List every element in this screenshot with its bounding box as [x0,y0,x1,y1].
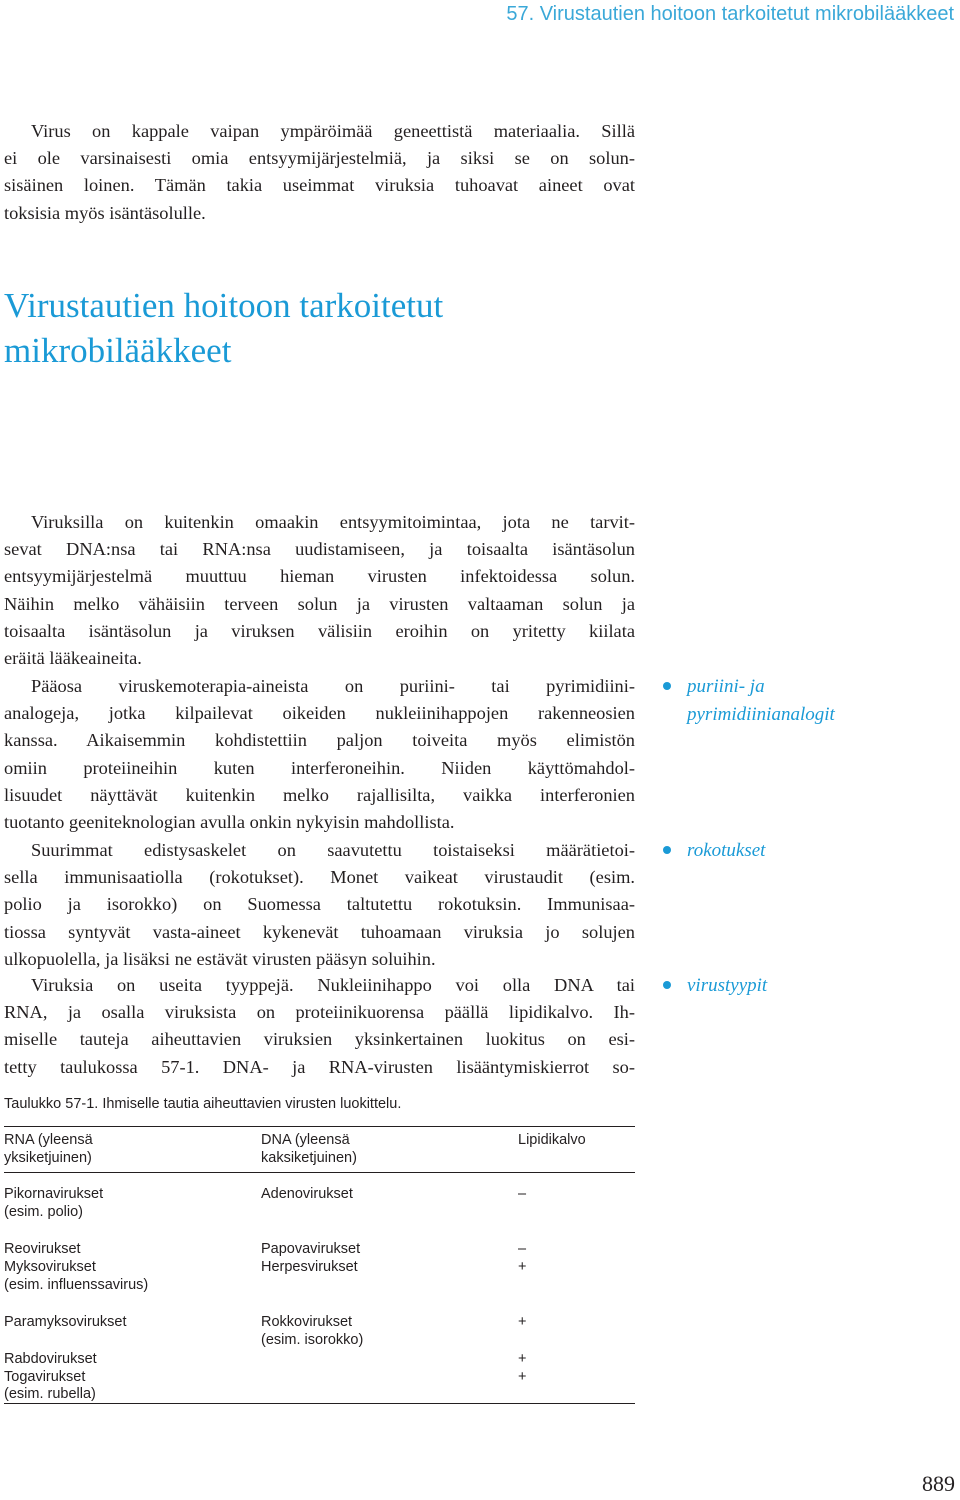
table-cell-lipid: + [518,1369,527,1385]
table-cell-lipid: + [518,1314,527,1330]
text-line: omiin proteiineihin kuten interferoneihin. Niiden käyttömahdol- [4,757,635,778]
text-line: tiossa syntyvät vasta-aineet kykenevät tuhoamaan viruksia jo solujen [4,921,635,942]
text-line: polio ja isorokko) on Suomessa taltutettu rokotuksin. Immunisaa- [4,894,635,915]
table-cell-dna: (esim. isorokko) [261,1332,364,1348]
text-line: toksisia myös isäntäsolulle. [4,202,206,223]
margin-note-text: virustyypit [687,975,768,996]
margin-note-text: puriini- ja [687,676,765,697]
table-cell-lipid: + [518,1259,527,1275]
header-dna [261,1131,357,1167]
text-line: miselle tauteja aiheuttavien viruksien yksinkertainen luokitus on esi- [4,1029,635,1050]
body-paragraph [4,673,635,836]
body-paragraph [4,509,635,672]
table-cell-rna: Myksovirukset [4,1259,96,1275]
text-line: Suurimmat edistysaskelet on saavutettu toistaiseksi määrätietoi- [31,840,635,860]
text-line: Viruksia on useita tyyppejä. Nukleiinihappo voi olla DNA tai [31,975,635,995]
text-line: sisäinen loinen. Tämän takia useimmat viruksia tuhoavat aineet ovat [4,175,635,196]
table-cell-rna: (esim. influenssavirus) [4,1277,149,1293]
text-line: eräitä lääkeaineita. [4,648,142,669]
text-line: ulkopuolella, ja lisäksi ne estävät virusten pääsyn soluihin. [4,948,436,969]
body-paragraph [4,972,635,1081]
table-rule [4,1172,635,1173]
body-paragraph [4,118,635,227]
text-line: Pääosa viruskemoterapia-aineista on puriini- tai pyrimidiini- [31,676,635,696]
header-line: RNA (yleensä [4,1132,93,1148]
text-line: ei ole varsinaisesti omia entsyymijärjestelmiä, ja siksi se on solun- [4,148,635,169]
header-line: yksiketjuinen) [4,1150,92,1166]
bullet-icon [663,682,671,690]
text-line: tetty taulukossa 57-1. DNA- ja RNA-virusten lisääntymiskierrot so- [4,1056,635,1077]
table-cell-lipid: – [518,1186,527,1202]
margin-note-text: rokotukset [687,840,766,861]
text-line: sella immunisaatiolla (rokotukset). Monet vaikeat virustaudit (esim. [4,867,635,888]
table-rule [4,1126,635,1127]
running-head: 57. Virustautien hoitoon tarkoitetut mikrobilääkkeet [506,3,954,25]
page-number: 889 [922,1471,955,1496]
margin-note [663,972,943,1000]
header-line: kaksiketjuinen) [261,1150,357,1166]
table-cell-lipid: – [518,1241,527,1257]
text-line: sevat DNA:nsa tai RNA:nsa uudistamiseen, ja toisaalta isäntäsolun [4,539,635,560]
table-caption: Taulukko 57-1. Ihmiselle tautia aiheuttavien virusten luokittelu. [4,1096,402,1112]
header-line: DNA (yleensä [261,1132,350,1148]
chapter-title-line: mikrobilääkkeet [4,331,232,370]
table-rule [4,1403,635,1404]
table-cell-rna: Rabdovirukset [4,1351,97,1367]
table-cell-rna: Reovirukset [4,1241,81,1257]
table-cell-rna: Paramyksovirukset [4,1314,127,1330]
bullet-icon [663,981,671,989]
text-line: toisaalta isäntäsolun ja viruksen välisiin eroihin on yritetty kiilata [4,620,635,641]
text-line: Näihin melko vähäisiin terveen solun ja virusten valtaaman solun ja [4,593,635,614]
text-line: RNA, ja osalla viruksista on proteiinikuorensa päällä lipidikalvo. Ih- [4,1002,635,1023]
margin-note [663,673,943,729]
text-line: kanssa. Aikaisemmin kohdistettiin paljon toiveita myös elimistön [4,730,635,751]
table-cell-rna: (esim. rubella) [4,1386,96,1402]
text-line: tuotanto geeniteknologian avulla onkin nykyisin mahdollista. [4,812,455,833]
text-line: lisuudet näyttävät kuitenkin melko rajallisilta, vaikka interferonien [4,784,635,805]
table-cell-dna: Papovavirukset [261,1241,361,1257]
body-paragraph [4,837,635,973]
text-line: Viruksilla on kuitenkin omaakin entsyymitoimintaa, jota ne tarvit- [31,512,635,532]
table-cell-dna: Herpesvirukset [261,1259,358,1275]
table-cell-rna: Togavirukset [4,1369,86,1385]
text-line: analogeja, jotka kilpailevat oikeiden nukleiinihappojen rakenneosien [4,703,635,724]
text-line: Virus on kappale vaipan ympäröimää geneettistä materiaalia. Sillä [31,121,635,141]
table-cell-dna: Adenovirukset [261,1186,353,1202]
table-cell-lipid: + [518,1351,527,1367]
margin-note-text: pyrimidiinianalogit [687,704,835,725]
table-cell-rna: (esim. polio) [4,1204,83,1220]
header-rna [4,1131,93,1167]
bullet-icon [663,846,671,854]
header-lipid: Lipidikalvo [518,1132,586,1148]
table-cell-rna: Pikornavirukset [4,1186,104,1202]
margin-note [663,837,943,865]
chapter-title-line: Virustautien hoitoon tarkoitetut [4,286,444,325]
text-line: entsyymijärjestelmä muuttuu hieman virusten infektoidessa solun. [4,566,635,587]
chapter-title [4,283,704,373]
table-cell-dna: Rokkovirukset [261,1314,353,1330]
